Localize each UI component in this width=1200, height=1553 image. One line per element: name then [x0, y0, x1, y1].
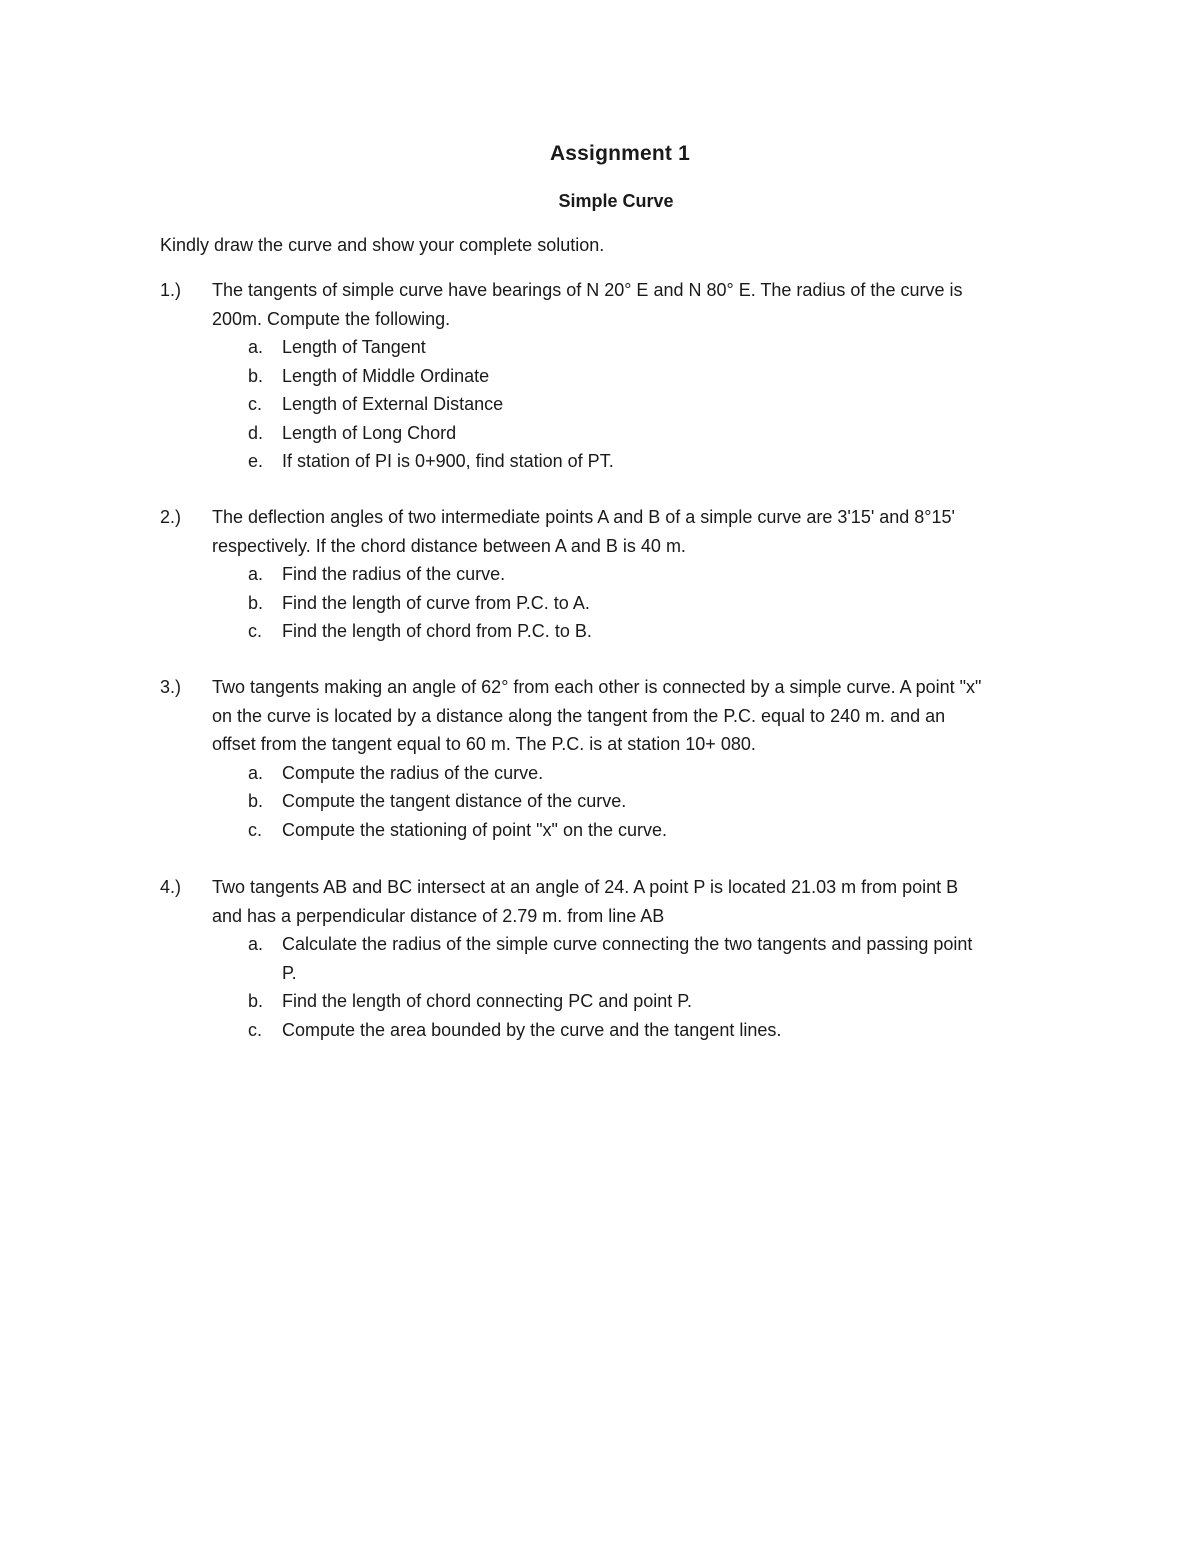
- sub-question: [160, 617, 1050, 646]
- problem-text: The tangents of simple curve have bearings of N 20° E and N 80° E. The radius of the curve is: [212, 280, 963, 300]
- sub-question-text: Compute the stationing of point "x" on the curve.: [282, 819, 668, 840]
- sub-question: [160, 1016, 1050, 1045]
- problem-2: [160, 503, 1050, 646]
- problem-line: [160, 873, 1050, 902]
- sub-question: [160, 560, 1050, 589]
- sub-question: [160, 816, 1050, 845]
- sub-question: [160, 987, 1050, 1016]
- problem-number: 4.): [160, 877, 182, 897]
- sub-question: [160, 930, 1050, 959]
- sub-question-letter: d.: [248, 422, 264, 443]
- problem-line: [160, 532, 1050, 561]
- sub-question-letter: c.: [248, 621, 263, 641]
- problem-text: Two tangents making an angle of 62° from each other is connected by a simple curve. A point "x": [212, 677, 982, 697]
- problem-line: [160, 702, 1050, 731]
- sub-question: [160, 362, 1050, 391]
- sub-question-letter: b.: [248, 365, 264, 386]
- sub-question-text: Compute the area bounded by the curve and the tangent lines.: [282, 1019, 782, 1040]
- document-subtitle: Simple Curve: [558, 191, 674, 211]
- sub-question-text: Find the radius of the curve.: [282, 564, 506, 584]
- sub-question-text: Find the length of chord from P.C. to B.: [282, 621, 592, 641]
- sub-question: [160, 759, 1050, 788]
- sub-question-text: If station of PI is 0+900, find station of PT.: [282, 451, 614, 471]
- sub-question-text: Length of Tangent: [282, 337, 426, 357]
- sub-question-letter: b.: [248, 991, 264, 1011]
- sub-question-letter: a.: [248, 564, 264, 584]
- problem-1: [160, 276, 1050, 476]
- sub-question-letter: a.: [248, 337, 264, 357]
- instruction-text: Kindly draw the curve and show your complete solution.: [160, 235, 605, 255]
- sub-question: [160, 333, 1050, 362]
- problem-line: [160, 276, 1050, 305]
- problem-text: on the curve is located by a distance along the tangent from the P.C. equal to 240 m. and an: [212, 705, 946, 726]
- sub-question: [160, 589, 1050, 618]
- sub-question: [160, 787, 1050, 816]
- sub-question: [160, 419, 1050, 448]
- problem-text: The deflection angles of two intermediate points A and B of a simple curve are 3'15' and 8°15': [212, 507, 955, 527]
- problem-text: and has a perpendicular distance of 2.79 m. from line AB: [212, 905, 665, 926]
- sub-question-letter: b.: [248, 791, 264, 811]
- problem-number: 2.): [160, 507, 182, 527]
- problem-number: 1.): [160, 280, 182, 300]
- sub-question-text: Length of Long Chord: [282, 422, 457, 443]
- problem-text: 200m. Compute the following.: [212, 308, 451, 329]
- problem-4: [160, 873, 1050, 1044]
- problem-line: [160, 902, 1050, 931]
- sub-question-text: Compute the tangent distance of the curve.: [282, 791, 627, 811]
- document-title: Assignment 1: [549, 142, 691, 165]
- sub-question-text: Calculate the radius of the simple curve connecting the two tangents and passing point: [282, 934, 973, 954]
- sub-question: [160, 447, 1050, 476]
- sub-question-text: P.: [282, 962, 297, 983]
- sub-question-letter: a.: [248, 762, 264, 783]
- sub-question-letter: c.: [248, 394, 263, 414]
- sub-question-text: Find the length of curve from P.C. to A.: [282, 592, 590, 613]
- sub-question: [160, 390, 1050, 419]
- sub-question-text: Compute the radius of the curve.: [282, 762, 544, 783]
- sub-question-letter: c.: [248, 1019, 263, 1040]
- sub-question-letter: e.: [248, 451, 264, 471]
- sub-question-text: Length of External Distance: [282, 394, 504, 414]
- sub-question-text: Find the length of chord connecting PC and point P.: [282, 991, 692, 1011]
- problem-line: [160, 730, 1050, 759]
- problem-number: 3.): [160, 677, 182, 697]
- problem-line: [160, 305, 1050, 334]
- sub-question-text: Length of Middle Ordinate: [282, 365, 490, 386]
- sub-question-letter: c.: [248, 819, 263, 840]
- sub-question-letter: b.: [248, 592, 264, 613]
- problem-3: [160, 673, 1050, 844]
- problem-line: [160, 673, 1050, 702]
- sub-question-letter: a.: [248, 934, 264, 954]
- problem-text: Two tangents AB and BC intersect at an angle of 24. A point P is located 21.03 m from point B: [212, 877, 959, 897]
- problem-text: respectively. If the chord distance between A and B is 40 m.: [212, 535, 686, 556]
- problem-text: offset from the tangent equal to 60 m. The P.C. is at station 10+ 080.: [212, 734, 756, 754]
- problem-line: [160, 503, 1050, 532]
- sub-question-continuation: [160, 959, 1050, 988]
